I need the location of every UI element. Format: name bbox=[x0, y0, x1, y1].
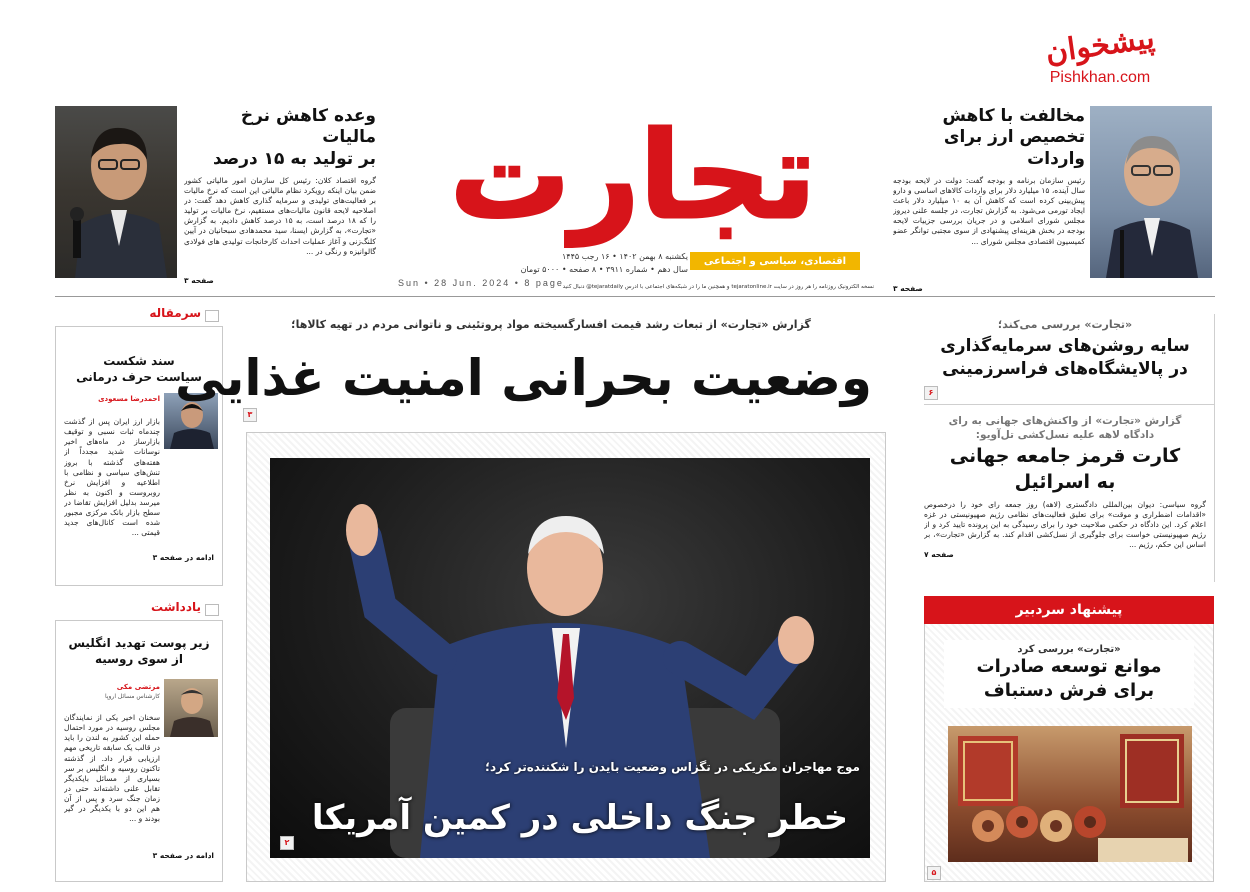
editorial-headline-line1: سند شکست bbox=[103, 354, 175, 368]
carpet-headline-line2: برای فرش دستباف bbox=[983, 680, 1155, 702]
date-line: یکشنبه ۸ بهمن ۱۴۰۲ • ۱۶ رجب ۱۴۴۵ bbox=[562, 252, 688, 261]
editorial-section-label bbox=[55, 306, 223, 320]
budget-page-ref[interactable]: صفحه ۳ bbox=[893, 283, 923, 293]
budget-official-photo bbox=[1090, 106, 1212, 278]
carpet-headline[interactable] bbox=[944, 655, 1194, 704]
right-col-rule-1 bbox=[924, 404, 1214, 405]
editorial-headline-line2: سیاست حرف درمانی bbox=[76, 370, 202, 385]
hague-headline-line2: به اسرائیل bbox=[1014, 470, 1116, 493]
note-continue[interactable]: ادامه در صفحه ۳ bbox=[152, 851, 214, 860]
editor-pick-bar bbox=[924, 596, 1214, 624]
lead-kicker: گزارش «تجارت» از تبعات رشد قیمت افسارگسیخته مواد پروتئینی و ناتوانی مردم در تهیه کالاها؛ bbox=[291, 318, 811, 331]
budget-headline[interactable] bbox=[893, 106, 1085, 170]
refinery-headline-line1: سایه روشن‌های سرمایه‌گذاری bbox=[940, 336, 1190, 356]
masthead-divider bbox=[55, 296, 1215, 297]
man-with-microphone-image bbox=[55, 106, 177, 278]
pishkhan-watermark bbox=[1040, 10, 1160, 110]
note-author-photo bbox=[164, 679, 218, 737]
editorial-body: بازار ارز ایران پس از گذشت چندماه ثبات نسبی و توقیف بازارساز در ماه‌های اخیر نوسانات شدید مجدداً از هفته‌های گذشته با بروز تنش‌های سیاسی و نظامی با اطلاعیه و افزایش نرخ روبروست و اکنون به نظر میرسد بدلیل افزایش تقاضا در سطح بازار بانک مرکزی مجبور شده است کانال‌های جدید قیمتی ... bbox=[64, 417, 160, 538]
carpet-photo bbox=[948, 726, 1192, 862]
carpet-story bbox=[944, 640, 1194, 708]
refinery-story bbox=[924, 318, 1206, 402]
pishkhan-site: Pishkhan.com bbox=[1049, 69, 1151, 86]
note-section: یادداشت bbox=[151, 600, 201, 614]
note-body: سخنان اخیر یکی از نمایندگان مجلس روسیه در مورد احتمال حمله این کشور به لندن را باید در قالب یک سابقه تاریخی مهم ارزیابی قرار داد. از گذشته تاکنون روسیه و انگلیس بر سر بسیاری از مسائل بایکدیگر تقابل علنی داشته‌اند حتی در زمان جنگ سرد و پس از آن هم این دو با یکدیگر در گیر بودند و ... bbox=[64, 713, 160, 824]
note-author-portrait-image bbox=[164, 679, 218, 737]
tax-story bbox=[184, 106, 376, 285]
refinery-headline-line2: در پالایشگاه‌های فراسرزمینی bbox=[942, 358, 1188, 379]
tax-page-ref[interactable]: صفحه ۳ bbox=[184, 275, 214, 285]
carpet-page-badge[interactable]: ۵ bbox=[927, 866, 941, 880]
budget-headline-line2: تخصیص ارز برای واردات bbox=[943, 127, 1085, 169]
photo-story-kicker: موج مهاجران مکزیکی در تگزاس وضعیت بایدن را شکننده‌تر کرد؛ bbox=[485, 760, 860, 774]
refinery-page-badge[interactable]: ۶ bbox=[924, 386, 938, 400]
rolled-carpets-image bbox=[948, 726, 1192, 862]
note-author: مرتضی مکی bbox=[116, 683, 160, 691]
carpet-kicker: «تجارت» بررسی کرد bbox=[1017, 644, 1121, 655]
hague-headline-line1: کارت قرمز جامعه جهانی bbox=[949, 445, 1181, 468]
hague-kicker-line2: دادگاه لاهه علیه نسل‌کشی تل‌آویو: bbox=[975, 429, 1155, 442]
editorial-section: سرمقاله bbox=[149, 306, 201, 320]
editor-pick-label: پیشنهاد سردبیر bbox=[1015, 602, 1123, 618]
pishkhan-logo: پیشخوان bbox=[1043, 20, 1157, 71]
tagline-text: اقتصادی، سیاسی و اجتماعی bbox=[703, 255, 847, 267]
note-box bbox=[55, 620, 223, 882]
note-author-title: کارشناس مسائل اروپا bbox=[105, 693, 160, 700]
tagline-bar bbox=[690, 252, 860, 270]
note-heading[interactable] bbox=[56, 621, 222, 667]
editorial-continue[interactable]: ادامه در صفحه ۳ bbox=[152, 553, 214, 562]
editorial-section-box-icon bbox=[205, 310, 219, 322]
note-headline-line2: از سوی روسیه bbox=[94, 652, 184, 667]
masthead-logo: تجارت bbox=[449, 107, 817, 246]
budget-headline-line1: مخالفت با کاهش bbox=[942, 106, 1085, 126]
photo-story-page-badge[interactable]: ۲ bbox=[280, 836, 294, 850]
right-col-divider bbox=[1214, 314, 1215, 582]
hague-kicker bbox=[924, 414, 1206, 442]
tax-headline[interactable] bbox=[184, 106, 376, 170]
note-section-label bbox=[55, 600, 223, 614]
masthead-fine-print: نسخه الکترونیک روزنامه را هر روز در سایت tejaratonline.ir و همچنین ما را در شبکه‌های اجتماعی با آدرس tejaratdaily@ دنبال کنید bbox=[562, 284, 874, 290]
note-headline-line1: زیر پوست تهدید انگلیس bbox=[68, 636, 210, 650]
tax-headline-line1: وعده کاهش نرخ مالیات bbox=[240, 106, 376, 148]
tax-headline-line2: بر تولید به ۱۵ درصد bbox=[212, 148, 376, 169]
hague-page-ref[interactable]: صفحه ۷ bbox=[924, 549, 954, 559]
issue-line: سال دهم • شماره ۳۹۱۱ • ۸ صفحه • ۵۰۰۰ تومان bbox=[520, 265, 688, 274]
tax-body: گروه اقتصاد کلان: رئیس کل سازمان امور مالیاتی کشور ضمن بیان اینکه رویکرد نظام مالیاتی این است که نرخ مالیات بر فعالیت‌های تولیدی و سرمایه گذاری کاهش دهد گفت: در اصلاحیه لایحه قانون مالیات‌های مستقیم، نرخ مالیات بر تولید را که ۱۸ درصد است، به ۱۵ درصد کاهش دادیم. به گزارش «تجارت»، به گزارش ایسنا، سید محمدهادی سبحانیان در آیین کلنگ‌زنی و آغاز عملیات احداث کارخانجات تولیدی های فولادی گالوانیزه و رنگی در ... bbox=[184, 175, 376, 256]
tax-official-photo bbox=[55, 106, 177, 278]
note-section-box-icon bbox=[205, 604, 219, 616]
hague-headline[interactable] bbox=[924, 444, 1206, 495]
editorial-author: احمدرضا مسعودی bbox=[98, 395, 160, 403]
photo-story-headline[interactable]: خطر جنگ داخلی در کمین آمریکا bbox=[311, 798, 849, 838]
masthead bbox=[398, 102, 874, 294]
latin-date-line: Sun • 28 Jun. 2024 • 8 page bbox=[398, 278, 564, 288]
lead-page-badge[interactable]: ۳ bbox=[243, 408, 257, 422]
hague-body: گروه سیاسی: دیوان بین‌المللی دادگستری (لاهه) روز جمعه رای خود را درخصوص «اقدامات اضطراری و موقت» برای تعلیق فعالیت‌های نظامی رژیم صهیونیستی در غزه اعلام کرد. این دادگاه در حکمی صلاحیت خود را برای رسیدگی به این پرونده تایید کرد و از رژیم صهیونیستی خواست برای جلوگیری از نسل‌کشی اقدام کند. به گزارش «تجارت»، بر اساس این حکم، رژیم ... bbox=[924, 499, 1206, 550]
refinery-kicker: «تجارت» بررسی می‌کند؛ bbox=[997, 318, 1133, 331]
budget-story bbox=[893, 106, 1085, 293]
hague-kicker-line1: گزارش «تجارت» از واکنش‌های جهانی به رای bbox=[948, 415, 1182, 427]
refinery-headline[interactable] bbox=[924, 335, 1206, 381]
lead-headline[interactable]: وضعیت بحرانی امنیت غذایی bbox=[175, 349, 872, 407]
budget-body: رئیس سازمان برنامه و بودجه گفت: دولت در لایحه بودجه سال آینده، ۱۵ میلیارد دلار برای واردات کالاهای اساسی و دارو پیش‌بینی کرده است که کاهش آن به ۱۰ میلیارد دلار باعث ایجاد تورمی می‌شود. به گزارش تجارت، در جلسه علنی دیروز مجلس شورای اسلامی و در جریان بررسی جزییات لایحه بودجه در بخش هزینه‌ای پیشنهادی از سوی مجتبی توانگر عضو کمیسیون اقتصادی مجلس شورای ... bbox=[893, 175, 1085, 246]
hague-story bbox=[924, 414, 1206, 590]
carpet-headline-line1: موانع توسعه صادرات bbox=[976, 656, 1162, 677]
official-portrait-image bbox=[1090, 106, 1212, 278]
